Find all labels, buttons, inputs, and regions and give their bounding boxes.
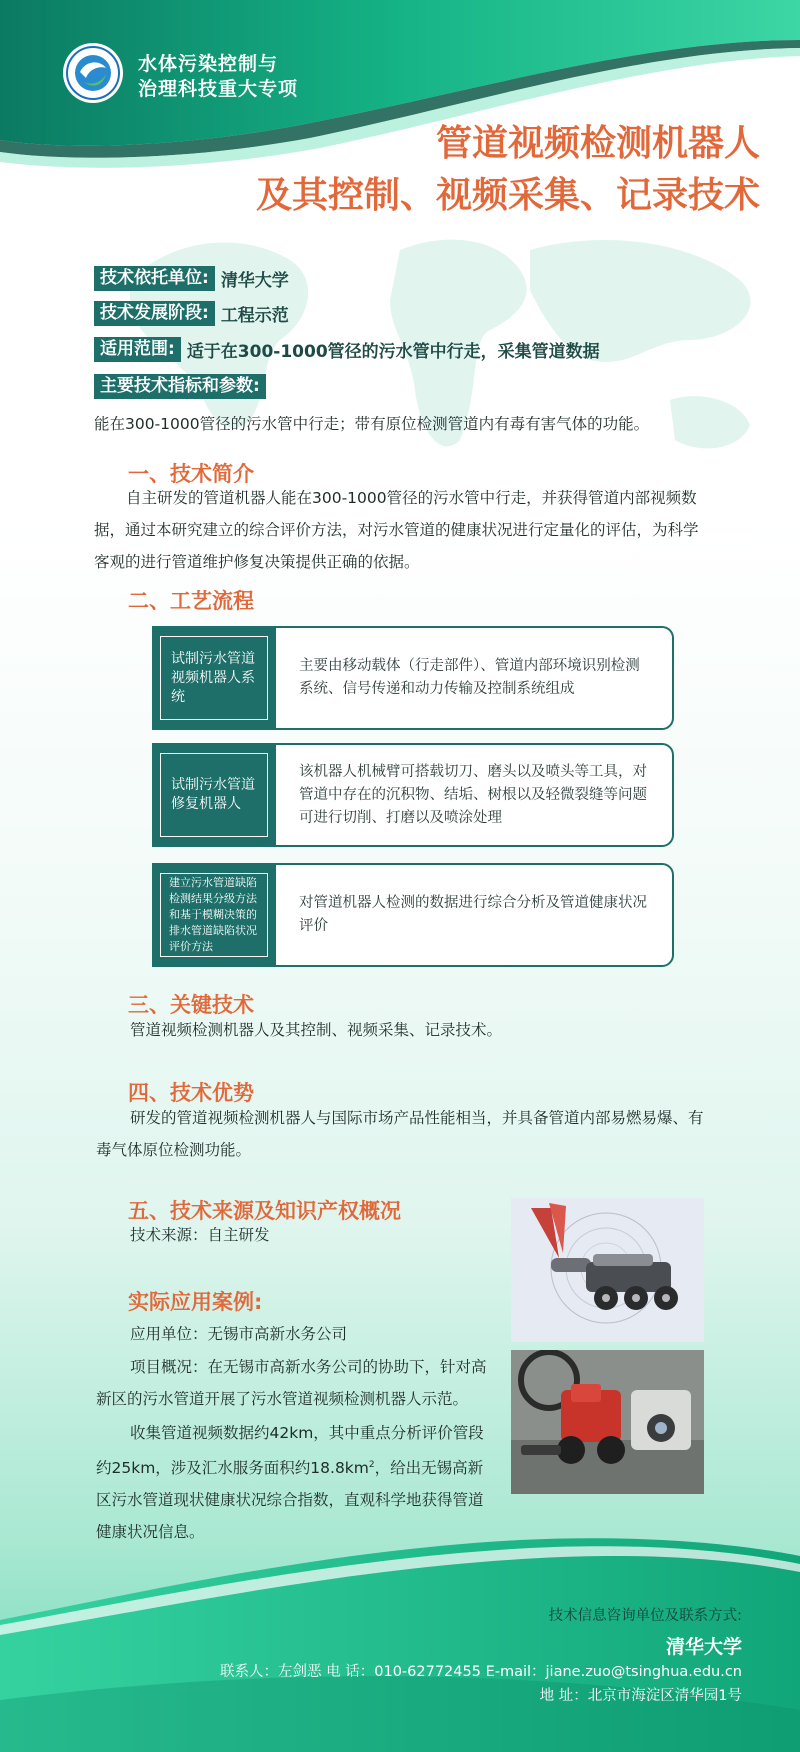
flow-step-3	[152, 863, 674, 967]
section1-title: 一、技术简介	[128, 462, 254, 486]
info-unit-row	[94, 266, 289, 291]
info-scope-row	[94, 337, 600, 362]
section4-title: 四、技术优势	[128, 1081, 254, 1105]
organization-name	[138, 52, 298, 102]
title-line2: 及其控制、视频采集、记录技术	[255, 175, 760, 216]
scope-value: 适于在300-1000管径的污水管中行走，采集管道数据	[186, 342, 600, 362]
org-name-line2: 治理科技重大专项	[138, 78, 299, 100]
params-text: 能在300-1000管径的污水管中行走；带有原位检测管道内有毒有害气体的功能。	[94, 415, 650, 433]
info-params-row	[94, 374, 266, 399]
contact-org: 清华大学	[665, 1636, 742, 1658]
stage-label: 技术发展阶段:	[94, 301, 215, 326]
cases-data-b: ，给出无锡高新区污水管道现状健康状况综合指数，直观科学地获得管道健康状况信息。	[96, 1459, 484, 1542]
section1-text: 自主研发的管道机器人能在300-1000管径的污水管中行走，并获得管道内部视频数据，通过本研究建立的综合评价方法，对污水管道的健康状况进行定量化的评估，为科学客观的进行管道维护修复决策提供正确的依据。	[94, 489, 699, 571]
stage-value: 工程示范	[220, 306, 289, 326]
cases-title: 实际应用案例:	[128, 1290, 263, 1314]
info-stage-row	[94, 301, 289, 326]
cases-data	[96, 1417, 498, 1548]
flow-step-3-box	[152, 863, 276, 967]
section5-text: 技术来源：自主研发	[130, 1226, 270, 1244]
flow-step-2	[152, 743, 674, 847]
contact-address-line: 地 址：北京市海淀区清华园1号	[539, 1688, 742, 1704]
robot-render-image	[511, 1198, 704, 1342]
cases-data-a: 收集管道视频数据约42km，其中重点分析评价管段约25km，涉及汇水服务面积约18.8km	[96, 1424, 484, 1478]
contact-person-line: 联系人：左剑恶 电 话：010-62772455 E-mail：jiane.zuo@tsinghua.edu.cn	[220, 1664, 742, 1680]
flow-step-1-desc: 主要由移动载体（行走部件）、管道内部环境识别检测系统、信号传递和动力传输及控制系统组成	[299, 658, 640, 697]
params-label: 主要技术指标和参数:	[94, 374, 266, 399]
cases-unit: 应用单位：无锡市高新水务公司	[130, 1325, 348, 1343]
org-name-line1: 水体污染控制与	[138, 53, 279, 75]
section3-text: 管道视频检测机器人及其控制、视频采集、记录技术。	[130, 1021, 503, 1039]
flow-step-2-desc: 该机器人机械臂可搭载切刀、磨头以及喷头等工具，对管道中存在的沉积物、结垢、树根以及轻微裂缝等问题可进行切削、打磨以及喷涂处理	[299, 763, 647, 826]
section5-title: 五、技术来源及知识产权概况	[128, 1199, 401, 1223]
contact-heading: 技术信息咨询单位及联系方式:	[548, 1608, 742, 1624]
flow-step-1-label: 试制污水管道视频机器人系统	[160, 636, 268, 720]
cases-overview: 项目概况：在无锡市高新水务公司的协助下，针对高新区的污水管道开展了污水管道视频检测机器人示范。	[96, 1358, 487, 1408]
unit-label: 技术依托单位:	[94, 266, 215, 291]
unit-value: 清华大学	[220, 271, 289, 291]
flow-step-3-desc: 对管道机器人检测的数据进行综合分析及管道健康状况评价	[299, 895, 647, 934]
page-title	[256, 118, 760, 222]
organization-logo	[62, 42, 124, 104]
cases-data-sup: 2	[368, 1460, 375, 1470]
section3-title: 三、关键技术	[128, 993, 254, 1017]
flow-step-3-label: 建立污水管道缺陷检测结果分级方法和基于模糊决策的排水管道缺陷状况评价方法	[160, 873, 268, 957]
section4-text: 研发的管道视频检测机器人与国际市场产品性能相当，并具备管道内部易燃易爆、有毒气体原位检测功能。	[96, 1109, 704, 1159]
flow-step-1-box	[152, 626, 276, 730]
scope-label: 适用范围:	[94, 337, 181, 362]
flow-step-2-label: 试制污水管道修复机器人	[160, 753, 268, 837]
robot-photo-image	[511, 1350, 704, 1494]
flow-step-2-box	[152, 743, 276, 847]
section2-title: 二、工艺流程	[128, 589, 254, 613]
title-line1: 管道视频检测机器人	[435, 123, 760, 164]
flow-step-1	[152, 626, 674, 730]
